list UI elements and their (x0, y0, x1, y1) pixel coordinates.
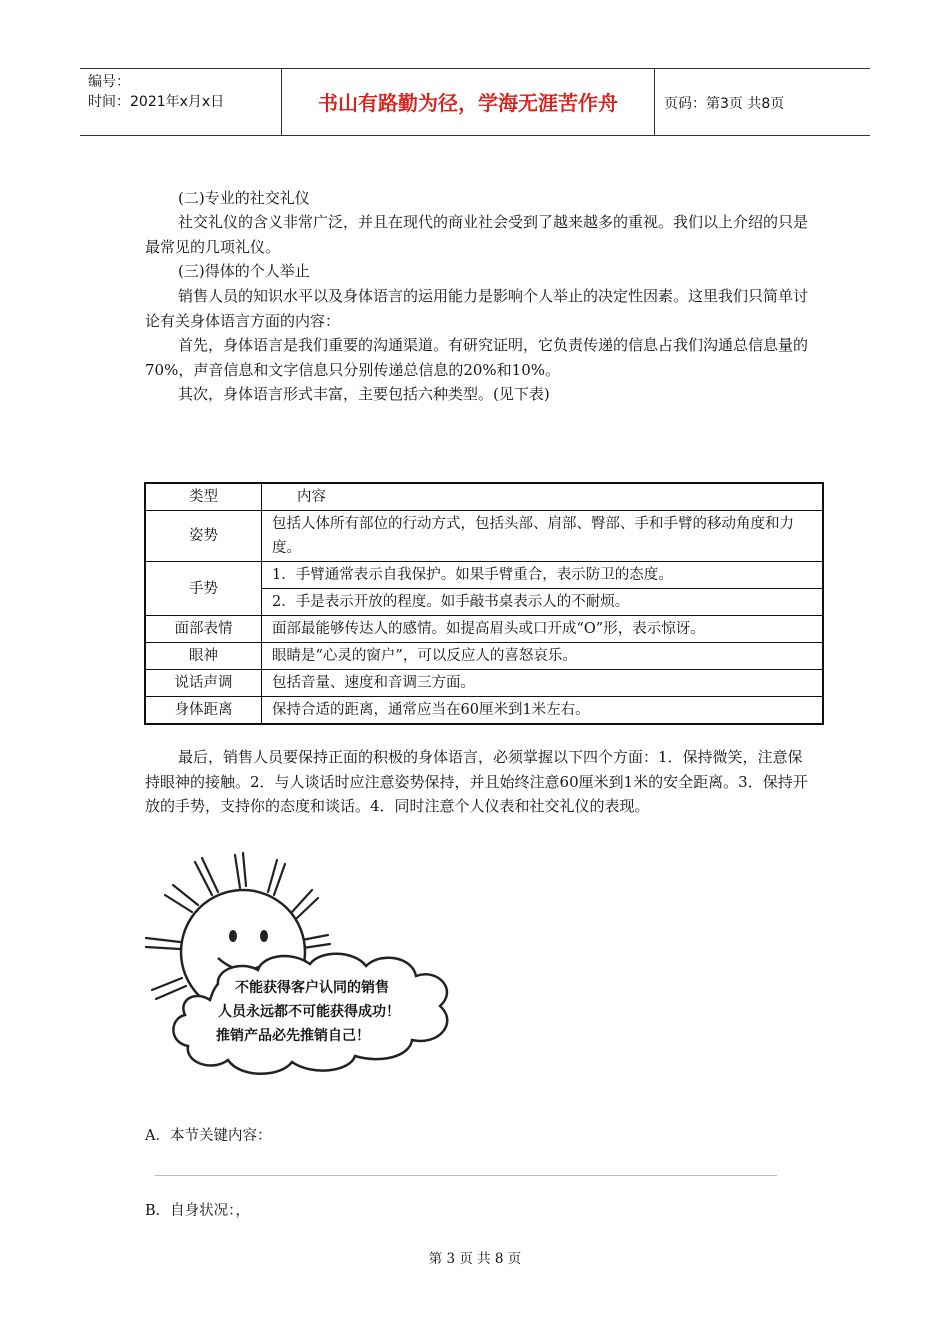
table-row (145, 697, 823, 725)
table-cell-type: 说话声调 (145, 670, 262, 697)
sun-eye (260, 930, 268, 942)
paragraph: 首先，身体语言是我们重要的沟通渠道。有研究证明，它负责传递的信息占我们沟通总信息量的70%，声音信息和文字信息只分别传递总信息的20%和10%。 (145, 336, 809, 379)
table-cell-type: 身体距离 (145, 697, 262, 725)
section-heading: (三)得体的个人举止 (178, 262, 310, 280)
cartoon-text: 人员永远都不可能获得成功！ (218, 1004, 400, 1020)
body-language-table (144, 482, 824, 725)
sun-cartoon-illustration (140, 850, 470, 1085)
cartoon-text: 不能获得客户认同的销售 (235, 980, 389, 996)
table-cell-content: 面部最能够传达人的感情。如提高眉头或口开成“O”形，表示惊讶。 (262, 616, 824, 643)
number-label: 编号： (88, 74, 130, 90)
header-bottom-rule (80, 135, 870, 136)
header-divider (654, 68, 655, 135)
time-label: 时间：2021年x月x日 (88, 94, 225, 110)
cartoon-text: 推销产品必先推销自己！ (216, 1028, 370, 1044)
table-row (145, 670, 823, 697)
table-header-cell: 内容 (262, 483, 824, 511)
paragraph: 社交礼仪的含义非常广泛，并且在现代的商业社会受到了越来越多的重视。我们以上介绍的只是最常见的几项礼仪。 (145, 213, 809, 256)
table-cell-content: 保持合适的距离，通常应当在60厘米到1米左右。 (262, 697, 824, 725)
table-cell-content: 包括人体所有部位的行动方式，包括头部、肩部、臀部、手和手臂的移动角度和力度。 (262, 511, 824, 562)
table-cell-content: 2．手是表示开放的程度。如手敲书桌表示人的不耐烦。 (262, 589, 824, 616)
table-row (145, 511, 823, 562)
table-header-row (145, 483, 823, 511)
header-meta (88, 72, 224, 112)
page-footer: 第 3 页 共 8 页 (428, 1251, 522, 1267)
note-key-content: A．本节关键内容： (145, 1128, 272, 1144)
table-cell-content: 眼睛是“心灵的窗户”，可以反应人的喜怒哀乐。 (262, 643, 824, 670)
note-self-status: B．自身状况：， (145, 1203, 250, 1219)
table-cell-type: 手势 (145, 562, 262, 616)
table-cell-type: 姿势 (145, 511, 262, 562)
answer-line (155, 1175, 777, 1176)
paragraph: 其次，身体语言形式丰富，主要包括六种类型。(见下表) (178, 385, 550, 403)
table-cell-type: 眼神 (145, 643, 262, 670)
section-heading: (二)专业的社交礼仪 (178, 189, 310, 207)
header-page-info: 页码：第3页 共8页 (664, 96, 785, 112)
table-cell-content: 1．手臂通常表示自我保护。如果手臂重合，表示防卫的态度。 (262, 562, 824, 589)
table-cell-type: 面部表情 (145, 616, 262, 643)
table-row (145, 616, 823, 643)
paragraph: 销售人员的知识水平以及身体语言的运用能力是影响个人举止的决定性因素。这里我们只简单讨论有关身体语言方面的内容： (145, 287, 809, 330)
table-row (145, 562, 823, 589)
table-header-cell: 类型 (145, 483, 262, 511)
closing-paragraph: 最后，销售人员要保持正面的积极的身体语言，必须掌握以下四个方面：1．保持微笑，注意保持眼神的接触。2．与人谈话时应注意姿势保持，并且始终注意60厘米到1米的安全距离。3．保持开放的手势，支持你的态度和谈话。4．同时注意个人仪表和社交礼仪的表现。 (145, 748, 808, 815)
sun-eye (229, 930, 237, 942)
table-cell-content: 包括音量、速度和音调三方面。 (262, 670, 824, 697)
table-row (145, 643, 823, 670)
header-motto: 书山有路勤为径，学海无涯苦作舟 (318, 91, 618, 115)
